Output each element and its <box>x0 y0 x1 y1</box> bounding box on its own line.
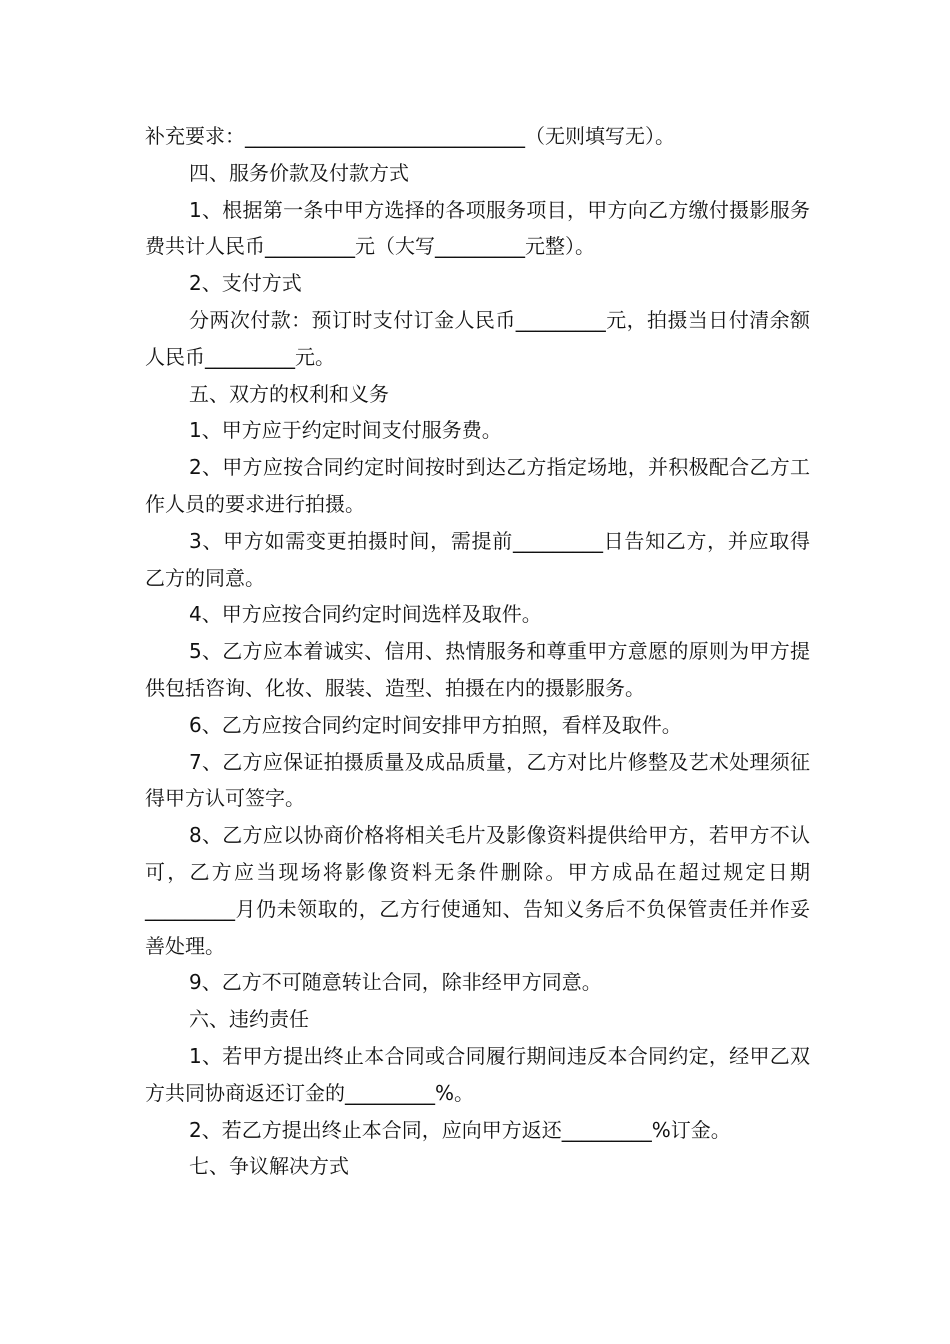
clause-item: 9、乙方不可随意转让合同，除非经甲方同意。 <box>189 970 602 995</box>
clause-item: 1、若甲方提出终止本合同或合同履行期间违反本合同约定，经甲乙双方共同协商返还订金的_________%。 <box>145 1043 810 1105</box>
clause-item: 4、甲方应按合同约定时间选样及取件。 <box>189 602 542 627</box>
document-body <box>145 118 810 1185</box>
paragraph-payment-method: 2、支付方式 <box>189 271 302 296</box>
clause-item: 8、乙方应以协商价格将相关毛片及影像资料提供给甲方，若甲方不认可，乙方应当现场将影像资料无条件删除。甲方成品在超过规定日期_________月仍未领取的，乙方行使通知、告知义务后不负保管责任并作妥善处理。 <box>145 823 810 958</box>
paragraph-installments: 分两次付款：预订时支付订金人民币_________元，拍摄当日付清余额人民币_________元。 <box>145 307 810 369</box>
clause-item: 1、甲方应于约定时间支付服务费。 <box>189 418 502 443</box>
clause-item: 3、甲方如需变更拍摄时间，需提前_________日告知乙方，并应取得乙方的同意。 <box>145 528 810 590</box>
clause-item: 6、乙方应按合同约定时间安排甲方拍照，看样及取件。 <box>189 712 682 737</box>
section-heading-rights-obligations: 五、双方的权利和义务 <box>189 381 389 406</box>
clause-item: 2、甲方应按合同约定时间按时到达乙方指定场地，并积极配合乙方工作人员的要求进行拍摄。 <box>145 455 810 516</box>
clause-item: 5、乙方应本着诚实、信用、热情服务和尊重甲方意愿的原则为甲方提供包括咨询、化妆、服装、造型、拍摄在内的摄影服务。 <box>145 639 810 700</box>
paragraph-supplementary-requirements: 补充要求：____________________________（无则填写无）。 <box>145 124 675 148</box>
clause-item: 7、乙方应保证拍摄质量及成品质量，乙方对比片修整及艺术处理须征得甲方认可签字。 <box>145 749 810 811</box>
section-heading-payment: 四、服务价款及付款方式 <box>189 160 409 185</box>
section-heading-dispute: 七、争议解决方式 <box>189 1154 349 1179</box>
clause-item: 2、若乙方提出终止本合同，应向甲方返还_________%订金。 <box>189 1117 731 1142</box>
section-heading-breach: 六、违约责任 <box>189 1007 309 1032</box>
paragraph-service-fee: 1、根据第一条中甲方选择的各项服务项目，甲方向乙方缴付摄影服务费共计人民币_________元（大写_________元整）。 <box>145 197 810 259</box>
